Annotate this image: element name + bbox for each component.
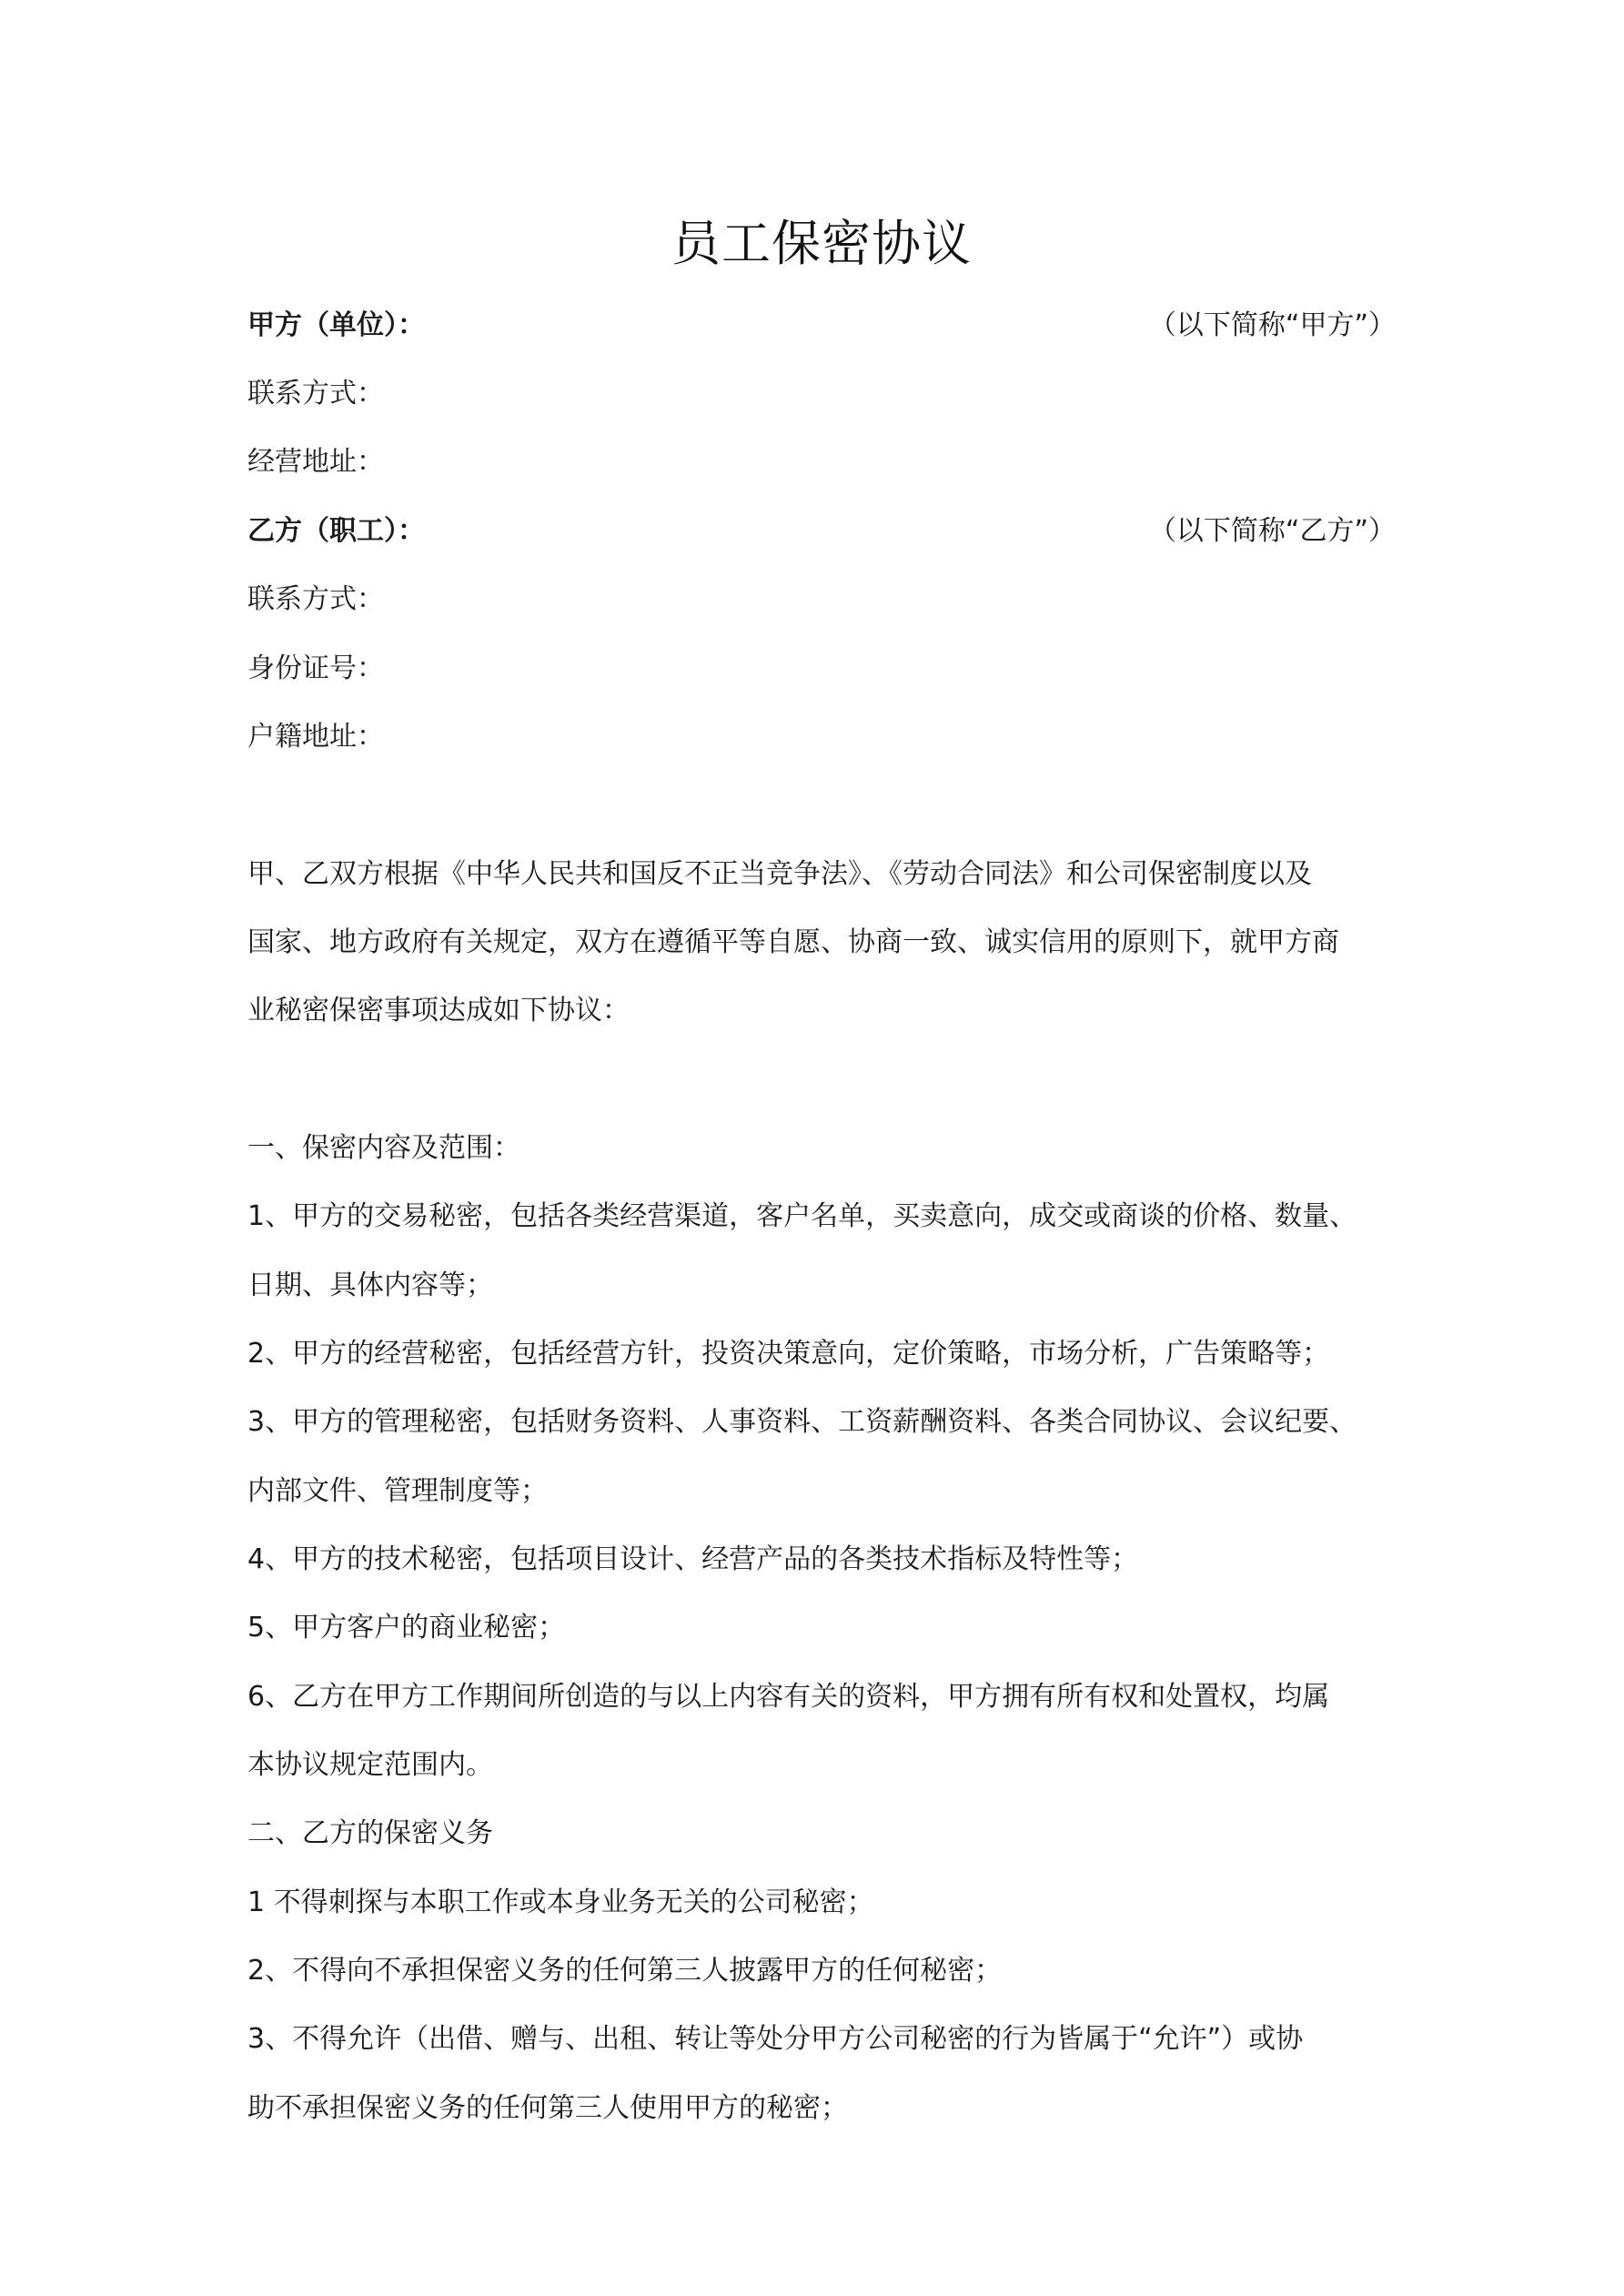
party-a-note: （以下简称“甲方”）	[1148, 309, 1396, 341]
section-1-line: 5、甲方客户的商业秘密；	[247, 1612, 566, 1644]
preamble-line: 业秘密保密事项达成如下协议：	[247, 995, 630, 1027]
party-b-id-label: 身份证号：	[247, 652, 384, 684]
section-1-line: 4、甲方的技术秘密，包括项目设计、经营产品的各类技术指标及特性等；	[247, 1543, 1139, 1575]
preamble-line: 国家、地方政府有关规定，双方在遵循平等自愿、协商一致、诚实信用的原则下，就甲方商	[247, 926, 1339, 958]
section-2-line: 2、不得向不承担保密义务的任何第三人披露甲方的任何秘密；	[247, 1955, 1003, 1987]
party-b-note: （以下简称“乙方”）	[1148, 515, 1396, 547]
section-2-heading: 二、乙方的保密义务	[247, 1817, 493, 1849]
party-a-label: 甲方（单位）：	[247, 309, 425, 341]
section-1-line: 1、甲方的交易秘密，包括各类经营渠道，客户名单，买卖意向，成交或商谈的价格、数量、	[247, 1200, 1357, 1232]
section-1-line: 3、甲方的管理秘密，包括财务资料、人事资料、工资薪酬资料、各类合同协议、会议纪要、	[247, 1406, 1357, 1438]
section-1-line: 内部文件、管理制度等；	[247, 1475, 548, 1507]
section-1-line: 本协议规定范围内。	[247, 1749, 493, 1781]
party-b-contact-label: 联系方式：	[247, 583, 384, 615]
section-1-line: 6、乙方在甲方工作期间所创造的与以上内容有关的资料，甲方拥有所有权和处置权，均属	[247, 1681, 1330, 1713]
section-2-line: 3、不得允许（出借、赠与、出租、转让等处分甲方公司秘密的行为皆属于“允许”）或协	[247, 2023, 1304, 2055]
document-title: 员工保密协议	[671, 215, 972, 272]
party-a-contact-label: 联系方式：	[247, 378, 384, 410]
party-a-address-label: 经营地址：	[247, 446, 384, 478]
section-1-line: 日期、具体内容等；	[247, 1269, 493, 1301]
section-2-line: 1 不得刺探与本职工作或本身业务无关的公司秘密；	[247, 1886, 874, 1918]
preamble-line: 甲、乙双方根据《中华人民共和国反不正当竞争法》、《劳动合同法》和公司保密制度以及	[247, 858, 1312, 890]
section-1-line: 2、甲方的经营秘密，包括经营方针，投资决策意向，定价策略，市场分析，广告策略等；	[247, 1338, 1330, 1370]
section-2-line: 助不承担保密义务的任何第三人使用甲方的秘密；	[247, 2092, 848, 2124]
party-b-household-label: 户籍地址：	[247, 721, 384, 753]
section-1-heading: 一、保密内容及范围：	[247, 1132, 520, 1164]
party-b-label: 乙方（职工）：	[247, 515, 425, 547]
